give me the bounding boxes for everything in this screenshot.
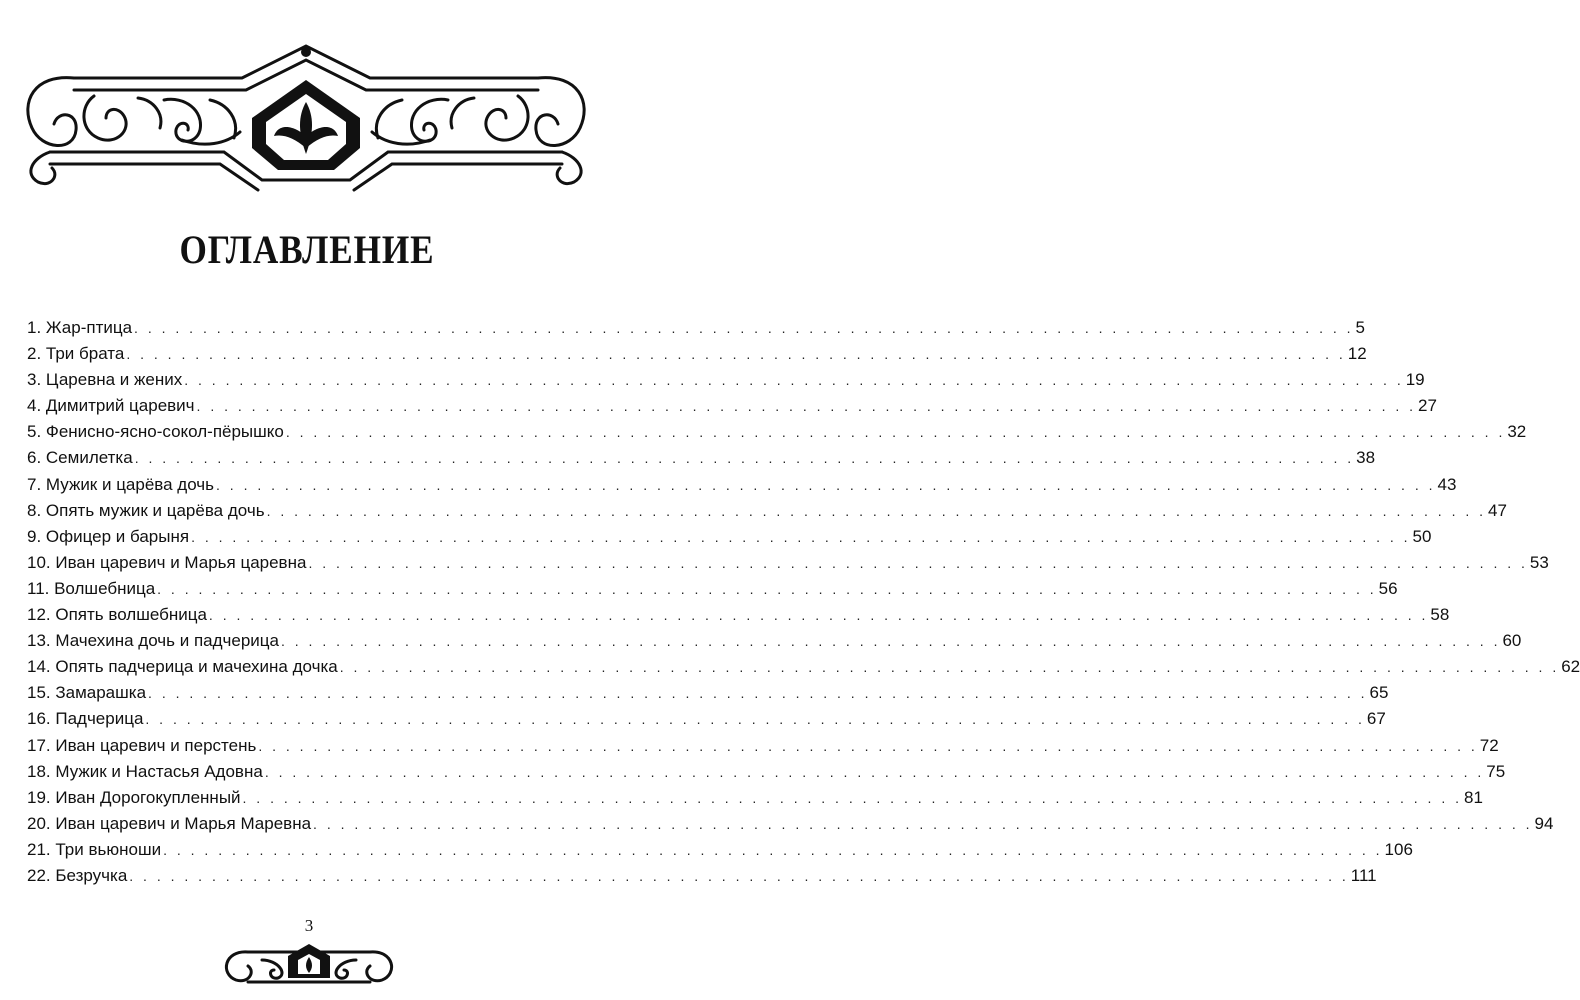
dot-leader: . . . . . . . . . . . . . . . . . . . . . . . . . . . . . . . . . . . . . . . . . . . . . . . . . . . . . . . . . . . . . . . . . . . . . . . . . . . . . . . . . . . . . . . . . bbox=[148, 685, 1368, 702]
toc-entry[interactable] bbox=[27, 448, 1376, 474]
toc-entry-page: 12 bbox=[1347, 344, 1367, 364]
toc-entry-title: 20. Иван царевич и Марья Маревна bbox=[27, 813, 312, 833]
page-title: ОГЛАВЛЕНИЕ bbox=[179, 227, 435, 272]
toc-entry-page: 50 bbox=[1412, 526, 1432, 546]
dot-leader: . . . . . . . . . . . . . . . . . . . . . . . . . . . . . . . . . . . . . . . . . . . . . . . . . . . . . . . . . . . . . . . . . . . . . . . . . . . . . . . . . . . . . . . . . bbox=[163, 841, 1383, 858]
toc-entry-page: 38 bbox=[1356, 448, 1376, 468]
toc-entry-page: 65 bbox=[1369, 683, 1389, 703]
toc-entry-title: 12. Опять волшебница bbox=[27, 605, 207, 625]
dot-leader: . . . . . . . . . . . . . . . . . . . . . . . . . . . . . . . . . . . . . . . . . . . . . . . . . . . . . . . . . . . . . . . . . . . . . . . . . . . . . . . . . . . . . . . . . bbox=[242, 789, 1462, 806]
toc-entry-title: 14. Опять падчерица и мачехина дочка bbox=[27, 657, 338, 677]
toc-entry-title: 13. Мачехина дочь и падчерица bbox=[27, 631, 279, 651]
toc-entry-page: 62 bbox=[1561, 657, 1580, 677]
dot-leader: . . . . . . . . . . . . . . . . . . . . . . . . . . . . . . . . . . . . . . . . . . . . . . . . . . . . . . . . . . . . . . . . . . . . . . . . . . . . . . . . . . . . . . . . . bbox=[196, 398, 1417, 415]
toc-entry[interactable] bbox=[27, 631, 1522, 657]
toc-entry-page: 111 bbox=[1350, 865, 1377, 885]
dot-leader: . . . . . . . . . . . . . . . . . . . . . . . . . . . . . . . . . . . . . . . . . . . . . . . . . . . . . . . . . . . . . . . . . . . . . . . . . . . . . . . . . . . . . . . . . bbox=[216, 476, 1436, 493]
toc-entry-title: 10. Иван царевич и Марья царевна bbox=[27, 552, 307, 572]
toc-entry-title: 17. Иван царевич и перстень bbox=[27, 735, 257, 755]
dot-leader: . . . . . . . . . . . . . . . . . . . . . . . . . . . . . . . . . . . . . . . . . . . . . . . . . . . . . . . . . . . . . . . . . . . . . . . . . . . . . . . . . . . . . . . . . bbox=[145, 711, 1365, 728]
dot-leader: . . . . . . . . . . . . . . . . . . . . . . . . . . . . . . . . . . . . . . . . . . . . . . . . . . . . . . . . . . . . . . . . . . . . . . . . . . . . . . . . . . . . . . . . . bbox=[126, 346, 1346, 363]
toc-entry-title: 22. Безручка bbox=[27, 865, 128, 885]
toc-entry-title: 16. Падчерица bbox=[27, 709, 144, 729]
toc-entry-title: 4. Димитрий царевич bbox=[27, 396, 195, 416]
toc-entry[interactable] bbox=[27, 735, 1499, 762]
dot-leader: . . . . . . . . . . . . . . . . . . . . . . . . . . . . . . . . . . . . . . . . . . . . . . . . . . . . . . . . . . . . . . . . . . . . . . . . . . . . . . . . . . . . . . . . . bbox=[258, 737, 1478, 754]
toc-entry-page: 106 bbox=[1384, 839, 1413, 859]
dot-leader: . . . . . . . . . . . . . . . . . . . . . . . . . . . . . . . . . . . . . . . . . . . . . . . . . . . . . . . . . . . . . . . . . . . . . . . . . . . . . . . . . . . . . . . . . bbox=[313, 815, 1533, 832]
toc-entry-page: 47 bbox=[1488, 500, 1507, 520]
dot-leader: . . . . . . . . . . . . . . . . . . . . . . . . . . . . . . . . . . . . . . . . . . . . . . . . . . . . . . . . . . . . . . . . . . . . . . . . . . . . . . . . . . . . . . . . . bbox=[134, 320, 1354, 336]
toc-entry-page: 60 bbox=[1502, 631, 1522, 651]
header-ornament bbox=[14, 40, 598, 190]
toc-entry[interactable] bbox=[27, 500, 1507, 527]
toc-entry-title: 11. Волшебница bbox=[27, 578, 156, 598]
toc-entry-title: 1. Жар-птица bbox=[27, 318, 133, 337]
toc-entry[interactable] bbox=[27, 552, 1549, 579]
toc-entry-title: 5. Фенисно-ясно-сокол-пёрышко bbox=[27, 422, 284, 442]
toc-entry[interactable] bbox=[27, 370, 1425, 396]
toc-entry[interactable] bbox=[27, 578, 1398, 605]
toc-entry-page: 81 bbox=[1464, 787, 1483, 807]
dot-leader: . . . . . . . . . . . . . . . . . . . . . . . . . . . . . . . . . . . . . . . . . . . . . . . . . . . . . . . . . . . . . . . . . . . . . . . . . . . . . . . . . . . . . . . . . bbox=[285, 424, 1506, 441]
toc-entry-page: 5 bbox=[1355, 318, 1365, 337]
toc-entry-title: 19. Иван Дорогокупленный bbox=[27, 787, 241, 807]
toc-entry-title: 15. Замарашка bbox=[27, 683, 147, 703]
dot-leader: . . . . . . . . . . . . . . . . . . . . . . . . . . . . . . . . . . . . . . . . . . . . . . . . . . . . . . . . . . . . . . . . . . . . . . . . . . . . . . . . . . . . . . . . . bbox=[184, 372, 1404, 389]
dot-leader: . . . . . . . . . . . . . . . . . . . . . . . . . . . . . . . . . . . . . . . . . . . . . . . . . . . . . . . . . . . . . . . . . . . . . . . . . . . . . . . . . . . . . . . . . bbox=[208, 607, 1429, 624]
toc-entry[interactable] bbox=[27, 865, 1377, 892]
dot-leader: . . . . . . . . . . . . . . . . . . . . . . . . . . . . . . . . . . . . . . . . . . . . . . . . . . . . . . . . . . . . . . . . . . . . . . . . . . . . . . . . . . . . . . . . . bbox=[134, 450, 1355, 467]
table-of-contents bbox=[27, 318, 1580, 892]
dot-leader: . . . . . . . . . . . . . . . . . . . . . . . . . . . . . . . . . . . . . . . . . . . . . . . . . . . . . . . . . . . . . . . . . . . . . . . . . . . . . . . . . . . . . . . . . bbox=[157, 580, 1377, 597]
dot-leader: . . . . . . . . . . . . . . . . . . . . . . . . . . . . . . . . . . . . . . . . . . . . . . . . . . . . . . . . . . . . . . . . . . . . . . . . . . . . . . . . . . . . . . . . . bbox=[280, 633, 1501, 650]
toc-entry-page: 58 bbox=[1430, 605, 1450, 625]
dot-leader: . . . . . . . . . . . . . . . . . . . . . . . . . . . . . . . . . . . . . . . . . . . . . . . . . . . . . . . . . . . . . . . . . . . . . . . . . . . . . . . . . . . . . . . . . bbox=[191, 528, 1411, 545]
toc-entry-page: 43 bbox=[1437, 474, 1457, 494]
toc-entry[interactable] bbox=[27, 787, 1483, 814]
toc-entry[interactable] bbox=[27, 605, 1450, 631]
toc-entry-page: 19 bbox=[1405, 370, 1425, 390]
page-number: 3 bbox=[304, 916, 314, 935]
toc-entry[interactable] bbox=[27, 813, 1554, 840]
toc-entry-page: 32 bbox=[1507, 422, 1527, 442]
toc-entry-page: 94 bbox=[1534, 813, 1554, 833]
footer-ornament bbox=[218, 930, 400, 994]
toc-entry[interactable] bbox=[27, 526, 1432, 553]
toc-entry[interactable] bbox=[27, 709, 1386, 735]
dot-leader: . . . . . . . . . . . . . . . . . . . . . . . . . . . . . . . . . . . . . . . . . . . . . . . . . . . . . . . . . . . . . . . . . . . . . . . . . . . . . . . . . . . . . . . . . bbox=[264, 763, 1485, 780]
toc-entry[interactable] bbox=[27, 683, 1389, 709]
dot-leader: . . . . . . . . . . . . . . . . . . . . . . . . . . . . . . . . . . . . . . . . . . . . . . . . . . . . . . . . . . . . . . . . . . . . . . . . . . . . . . . . . . . . . . . . . bbox=[266, 502, 1487, 519]
toc-entry-page: 75 bbox=[1486, 761, 1506, 781]
dot-leader: . . . . . . . . . . . . . . . . . . . . . . . . . . . . . . . . . . . . . . . . . . . . . . . . . . . . . . . . . . . . . . . . . . . . . . . . . . . . . . . . . . . . . . . . . bbox=[129, 867, 1349, 884]
toc-entry-title: 7. Мужик и царёва дочь bbox=[27, 474, 215, 494]
toc-entry-page: 53 bbox=[1529, 552, 1549, 572]
toc-entry[interactable] bbox=[27, 318, 1365, 344]
toc-entry-page: 56 bbox=[1378, 578, 1398, 598]
toc-entry-title: 6. Семилетка bbox=[27, 448, 133, 468]
dot-leader: . . . . . . . . . . . . . . . . . . . . . . . . . . . . . . . . . . . . . . . . . . . . . . . . . . . . . . . . . . . . . . . . . . . . . . . . . . . . . . . . . . . . . . . . . bbox=[308, 554, 1528, 571]
toc-entry-page: 27 bbox=[1418, 396, 1437, 416]
toc-entry[interactable] bbox=[27, 396, 1437, 422]
toc-entry-page: 67 bbox=[1366, 709, 1386, 729]
toc-entry-title: 8. Опять мужик и царёва дочь bbox=[27, 500, 265, 520]
toc-entry-title: 2. Три брата bbox=[27, 344, 125, 364]
toc-entry[interactable] bbox=[27, 761, 1506, 788]
toc-entry[interactable] bbox=[27, 474, 1457, 501]
toc-entry-title: 9. Офицер и барыня bbox=[27, 526, 190, 546]
toc-entry-title: 18. Мужик и Настасья Адовна bbox=[27, 761, 263, 781]
toc-entry[interactable] bbox=[27, 657, 1580, 683]
toc-entry-title: 21. Три вьюноши bbox=[27, 839, 162, 859]
dot-leader: . . . . . . . . . . . . . . . . . . . . . . . . . . . . . . . . . . . . . . . . . . . . . . . . . . . . . . . . . . . . . . . . . . . . . . . . . . . . . . . . . . . . . . . . . bbox=[339, 659, 1560, 676]
toc-entry[interactable] bbox=[27, 422, 1527, 448]
toc-entry-page: 72 bbox=[1479, 735, 1499, 755]
toc-entry-title: 3. Царевна и жених bbox=[27, 370, 183, 390]
toc-entry[interactable] bbox=[27, 839, 1413, 866]
toc-entry[interactable] bbox=[27, 344, 1367, 370]
